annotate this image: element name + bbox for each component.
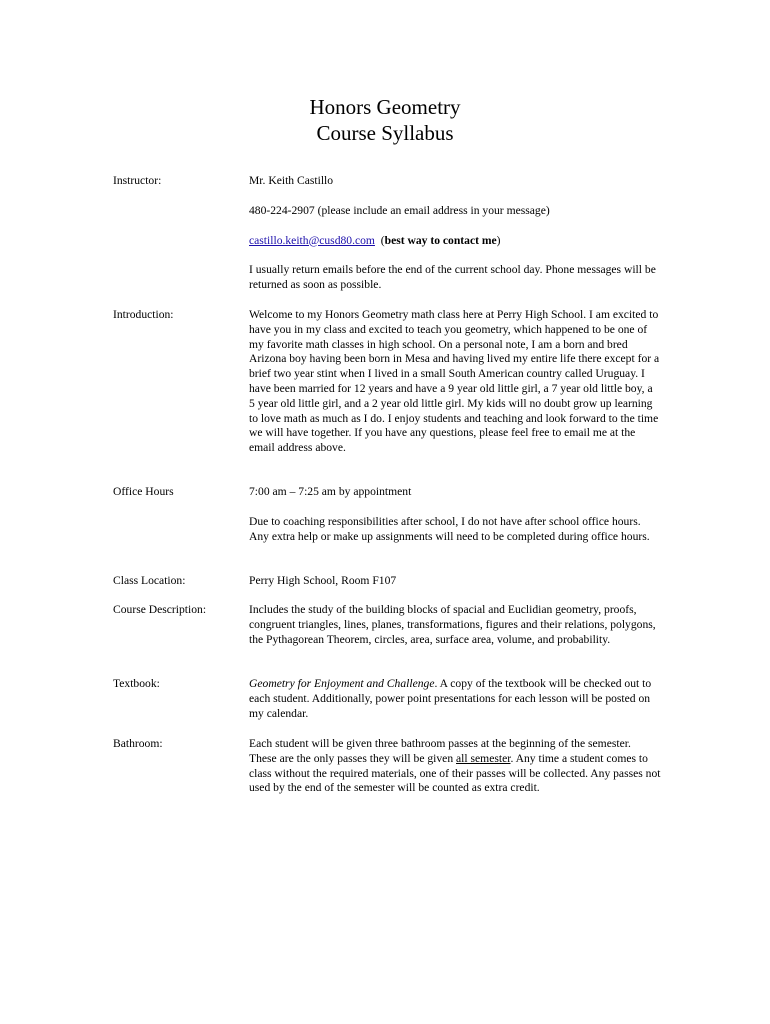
instructor-content (249, 174, 661, 293)
office-hours-content (249, 485, 661, 544)
bathroom-text (249, 737, 661, 796)
course-description-text: Includes the study of the building blocks of spacial and Euclidian geometry, proofs, congruent triangles, lines, planes, transformations, figures and their relations, polygons, the Pythagorean Theorem, circles, area, surface area, volume, and probability. (249, 603, 656, 646)
instructor-label: Instructor: (113, 174, 162, 187)
bathroom-underlined: all semester (456, 751, 511, 765)
class-location-content (249, 574, 661, 589)
textbook-text (249, 677, 661, 721)
document-title (0, 94, 770, 146)
bathroom-text-before: Each student will be given three bathroom passes at the beginning of the semester. These are the only passes they will be given (249, 737, 631, 765)
office-hours-note: Due to coaching responsibilities after school, I do not have after school office hours. Any extra help or make up assignments will need to be completed during office hours. (249, 514, 650, 543)
bathroom-text-after: . Any time a student comes to class without the required materials, one of their passes will be collected. Any passes not used by the end of the semester will be counted as extra credit. (249, 751, 661, 795)
instructor-name: Mr. Keith Castillo (249, 174, 334, 187)
textbook-description: . A copy of the textbook will be checked out to each student. Additionally, power point presentations for each lesson will be posted on my calendar. (249, 677, 652, 720)
title-line-2: Course Syllabus (316, 121, 454, 145)
instructor-phone: 480-224-2907 (please include an email address in your message) (249, 203, 550, 217)
class-location-label: Class Location: (113, 574, 186, 587)
class-location-text: Perry High School, Room F107 (249, 574, 397, 587)
course-description-content (249, 603, 661, 647)
email-note-open: ( (374, 233, 385, 247)
bathroom-content (249, 737, 661, 796)
office-hours-label: Office Hours (113, 485, 174, 498)
introduction-content (249, 308, 661, 456)
bathroom-label: Bathroom: (113, 737, 163, 750)
office-hours-time: 7:00 am – 7:25 am by appointment (249, 485, 412, 498)
instructor-email-link[interactable]: castillo.keith@cusd80.com (249, 233, 375, 247)
introduction-text: Welcome to my Honors Geometry math class here at Perry High School. I am excited to have you in my class and excited to teach you geometry, which happened to be one of my favorite math classes in high school. On a personal note, I am a born and bred Arizona boy having been born in Mesa and having lived my entire life there except for a brief two year stint when I lived in a small South American country called Uruguay. I have been married for 12 years and have a 9 year old little girl, a 7 year old little boy, a 5 year old little girl, and a 2 year old little girl. My kids will no doubt grow up learning to love math as much as I do. I enjoy students and teaching and look forward to the time we will have together. If you have any questions, please feel free to email me at the email address above. (249, 308, 660, 455)
title-line-1: Honors Geometry (309, 95, 461, 119)
textbook-content (249, 677, 661, 721)
email-note-bold: best way to contact me (384, 233, 497, 247)
textbook-title: Geometry for Enjoyment and Challenge (249, 677, 435, 690)
textbook-label: Textbook: (113, 677, 160, 690)
instructor-email-line (249, 234, 661, 249)
introduction-label: Introduction: (113, 308, 174, 321)
course-description-label: Course Description: (113, 603, 207, 616)
instructor-response-note: I usually return emails before the end of the current school day. Phone messages will be returned as soon as possible. (249, 263, 656, 292)
email-note-close: ) (496, 233, 501, 247)
